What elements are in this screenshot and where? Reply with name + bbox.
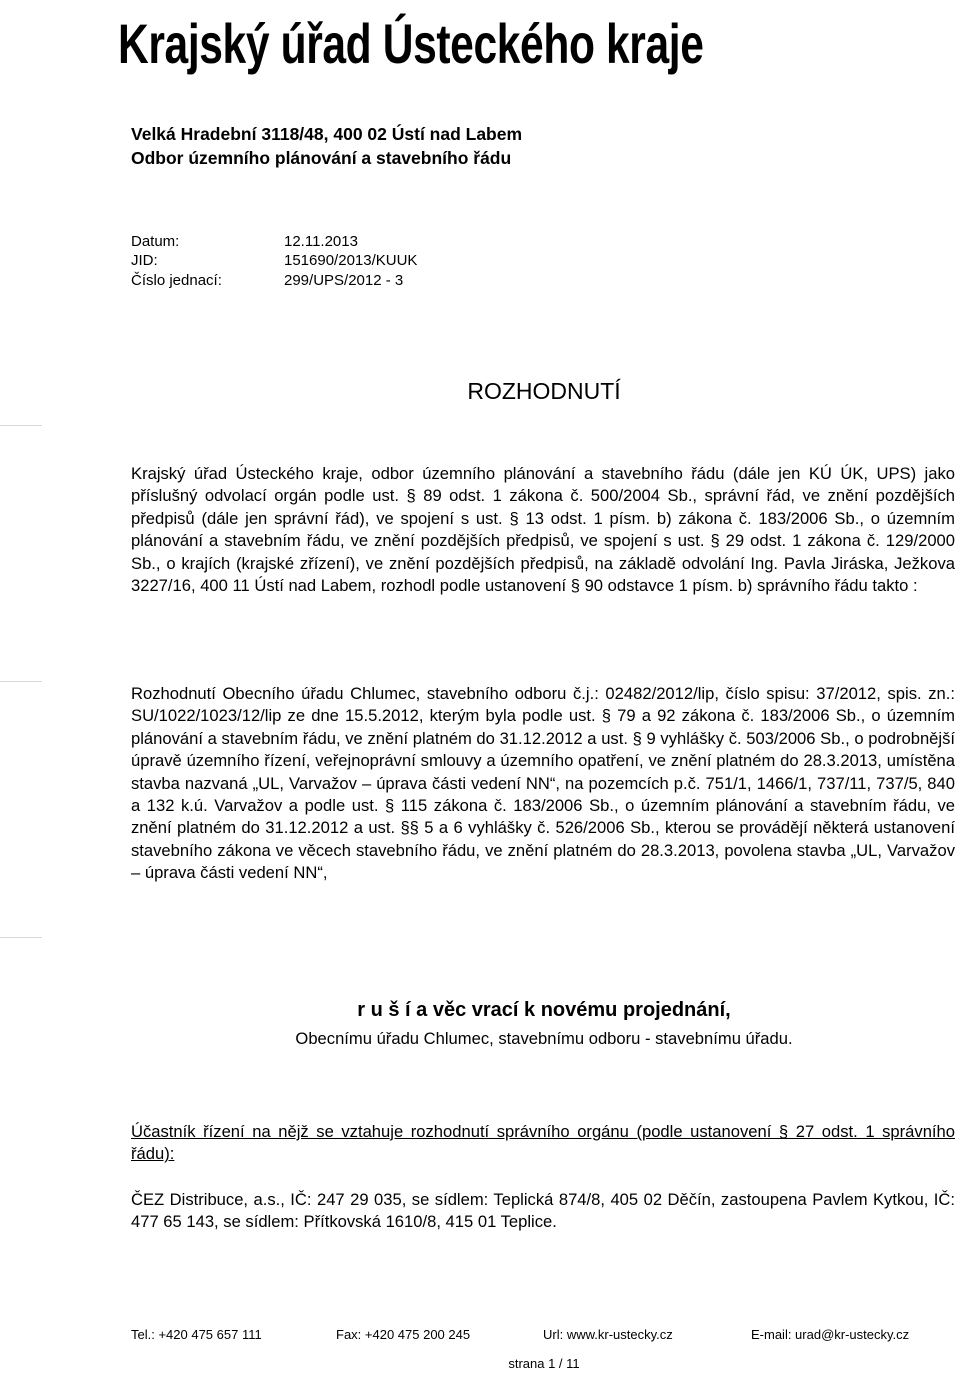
decision-paragraph: Rozhodnutí Obecního úřadu Chlumec, stavebního odboru č.j.: 02482/2012/lip, číslo spisu: 37/2012, spis. zn.: SU/1022/1023/12/lip ze dne 15.5.2012, kterým byla podle ust. § 79 a 92 zákona č. 183/2006 Sb., o územním plánování a stavebním řádu, ve znění platném do 31.12.2012 a ust. § 9 vyhlášky č. 503/2006 Sb., o podrobnější úpravě územního řízení, veřejnoprávní smlouvy a územního opatření, ve znění platném do 28.3.2013, umístěna stavba nazvaná „UL, Varvažov – úprava části vedení NN“, na pozemcích p.č. 751/1, 1466/1, 737/11, 737/5, 840 a 132 k.ú. Varvažov a podle ust. § 115 zákona č. 183/2006 Sb., o územním plánování a stavebním řádu, ve znění platném do 31.12.2012 a ust. §§ 5 a 6 vyhlášky č. 526/2006 Sb., kterou se provádějí některá ustanovení stavebního zákona ve věcech stavebního řádu, ve znění platném do 28.3.2013, povolena stavba „UL, Varvažov – úprava části vedení NN“, (131, 684, 955, 883)
party-paragraph: ČEZ Distribuce, a.s., IČ: 247 29 035, se sídlem: Teplická 874/8, 405 02 Děčín, zastoupena Pavlem Kytkou, IČ: 477 65 143, se sídlem: Přítkovská 1610/8, 415 01 Teplice. (131, 1190, 955, 1232)
party-heading: Účastník řízení na nějž se vztahuje rozhodnutí správního orgánu (podle ustanovení § 27 odst. 1 správního řádu): (131, 1122, 955, 1164)
margin-fold-mark (0, 681, 42, 682)
footer-fax: Fax: +420 475 200 245 (336, 1327, 471, 1342)
verdict-recipient: Obecnímu úřadu Chlumec, stavebnímu odboru - stavebnímu úřadu. (295, 1029, 793, 1048)
verdict-statement: r u š í a věc vrací k novému projednání, (357, 999, 731, 1021)
masthead-title: Krajský úřad Ústeckého kraje (118, 12, 704, 75)
footer-phone: Tel.: +420 475 657 111 (131, 1327, 262, 1342)
page-number: strana 1 / 11 (508, 1356, 580, 1371)
margin-fold-mark (0, 425, 42, 426)
meta-label-reference: Číslo jednací: (131, 272, 222, 289)
meta-value-reference: 299/UPS/2012 - 3 (284, 272, 404, 289)
margin-fold-mark (0, 937, 42, 938)
meta-value-jid: 151690/2013/KUUK (284, 252, 418, 269)
meta-label-jid: JID: (131, 252, 158, 269)
document-heading: ROZHODNUTÍ (467, 378, 621, 404)
footer-email: E-mail: urad@kr-ustecky.cz (751, 1327, 910, 1342)
address-line-2: Odbor územního plánování a stavebního řádu (131, 148, 512, 168)
meta-value-date: 12.11.2013 (284, 233, 358, 250)
address-line-1: Velká Hradební 3118/48, 400 02 Ústí nad Labem (131, 124, 523, 144)
intro-paragraph: Krajský úřad Ústeckého kraje, odbor územního plánování a stavebního řádu (dále jen KÚ ÚK, UPS) jako příslušný odvolací orgán podle ust. § 89 odst. 1 zákona č. 500/2004 Sb., správní řád, ve znění pozdějších předpisů (dále jen správní řád), ve spojení s ust. § 13 odst. 1 písm. b) zákona č. 183/2006 Sb., o územním plánování a stavebním řádu, ve znění pozdějších předpisů, ve spojení s ust. § 29 odst. 1 zákona č. 129/2000 Sb., o krajích (krajské zřízení), ve znění pozdějších předpisů, na základě odvolání Ing. Pavla Jiráska, Ježkova 3227/16, 400 11 Ústí nad Labem, rozhodl podle ustanovení § 90 odstavce 1 písm. b) správního řádu takto : (131, 464, 955, 596)
meta-label-date: Datum: (131, 233, 180, 250)
footer-url: Url: www.kr-ustecky.cz (543, 1327, 673, 1342)
